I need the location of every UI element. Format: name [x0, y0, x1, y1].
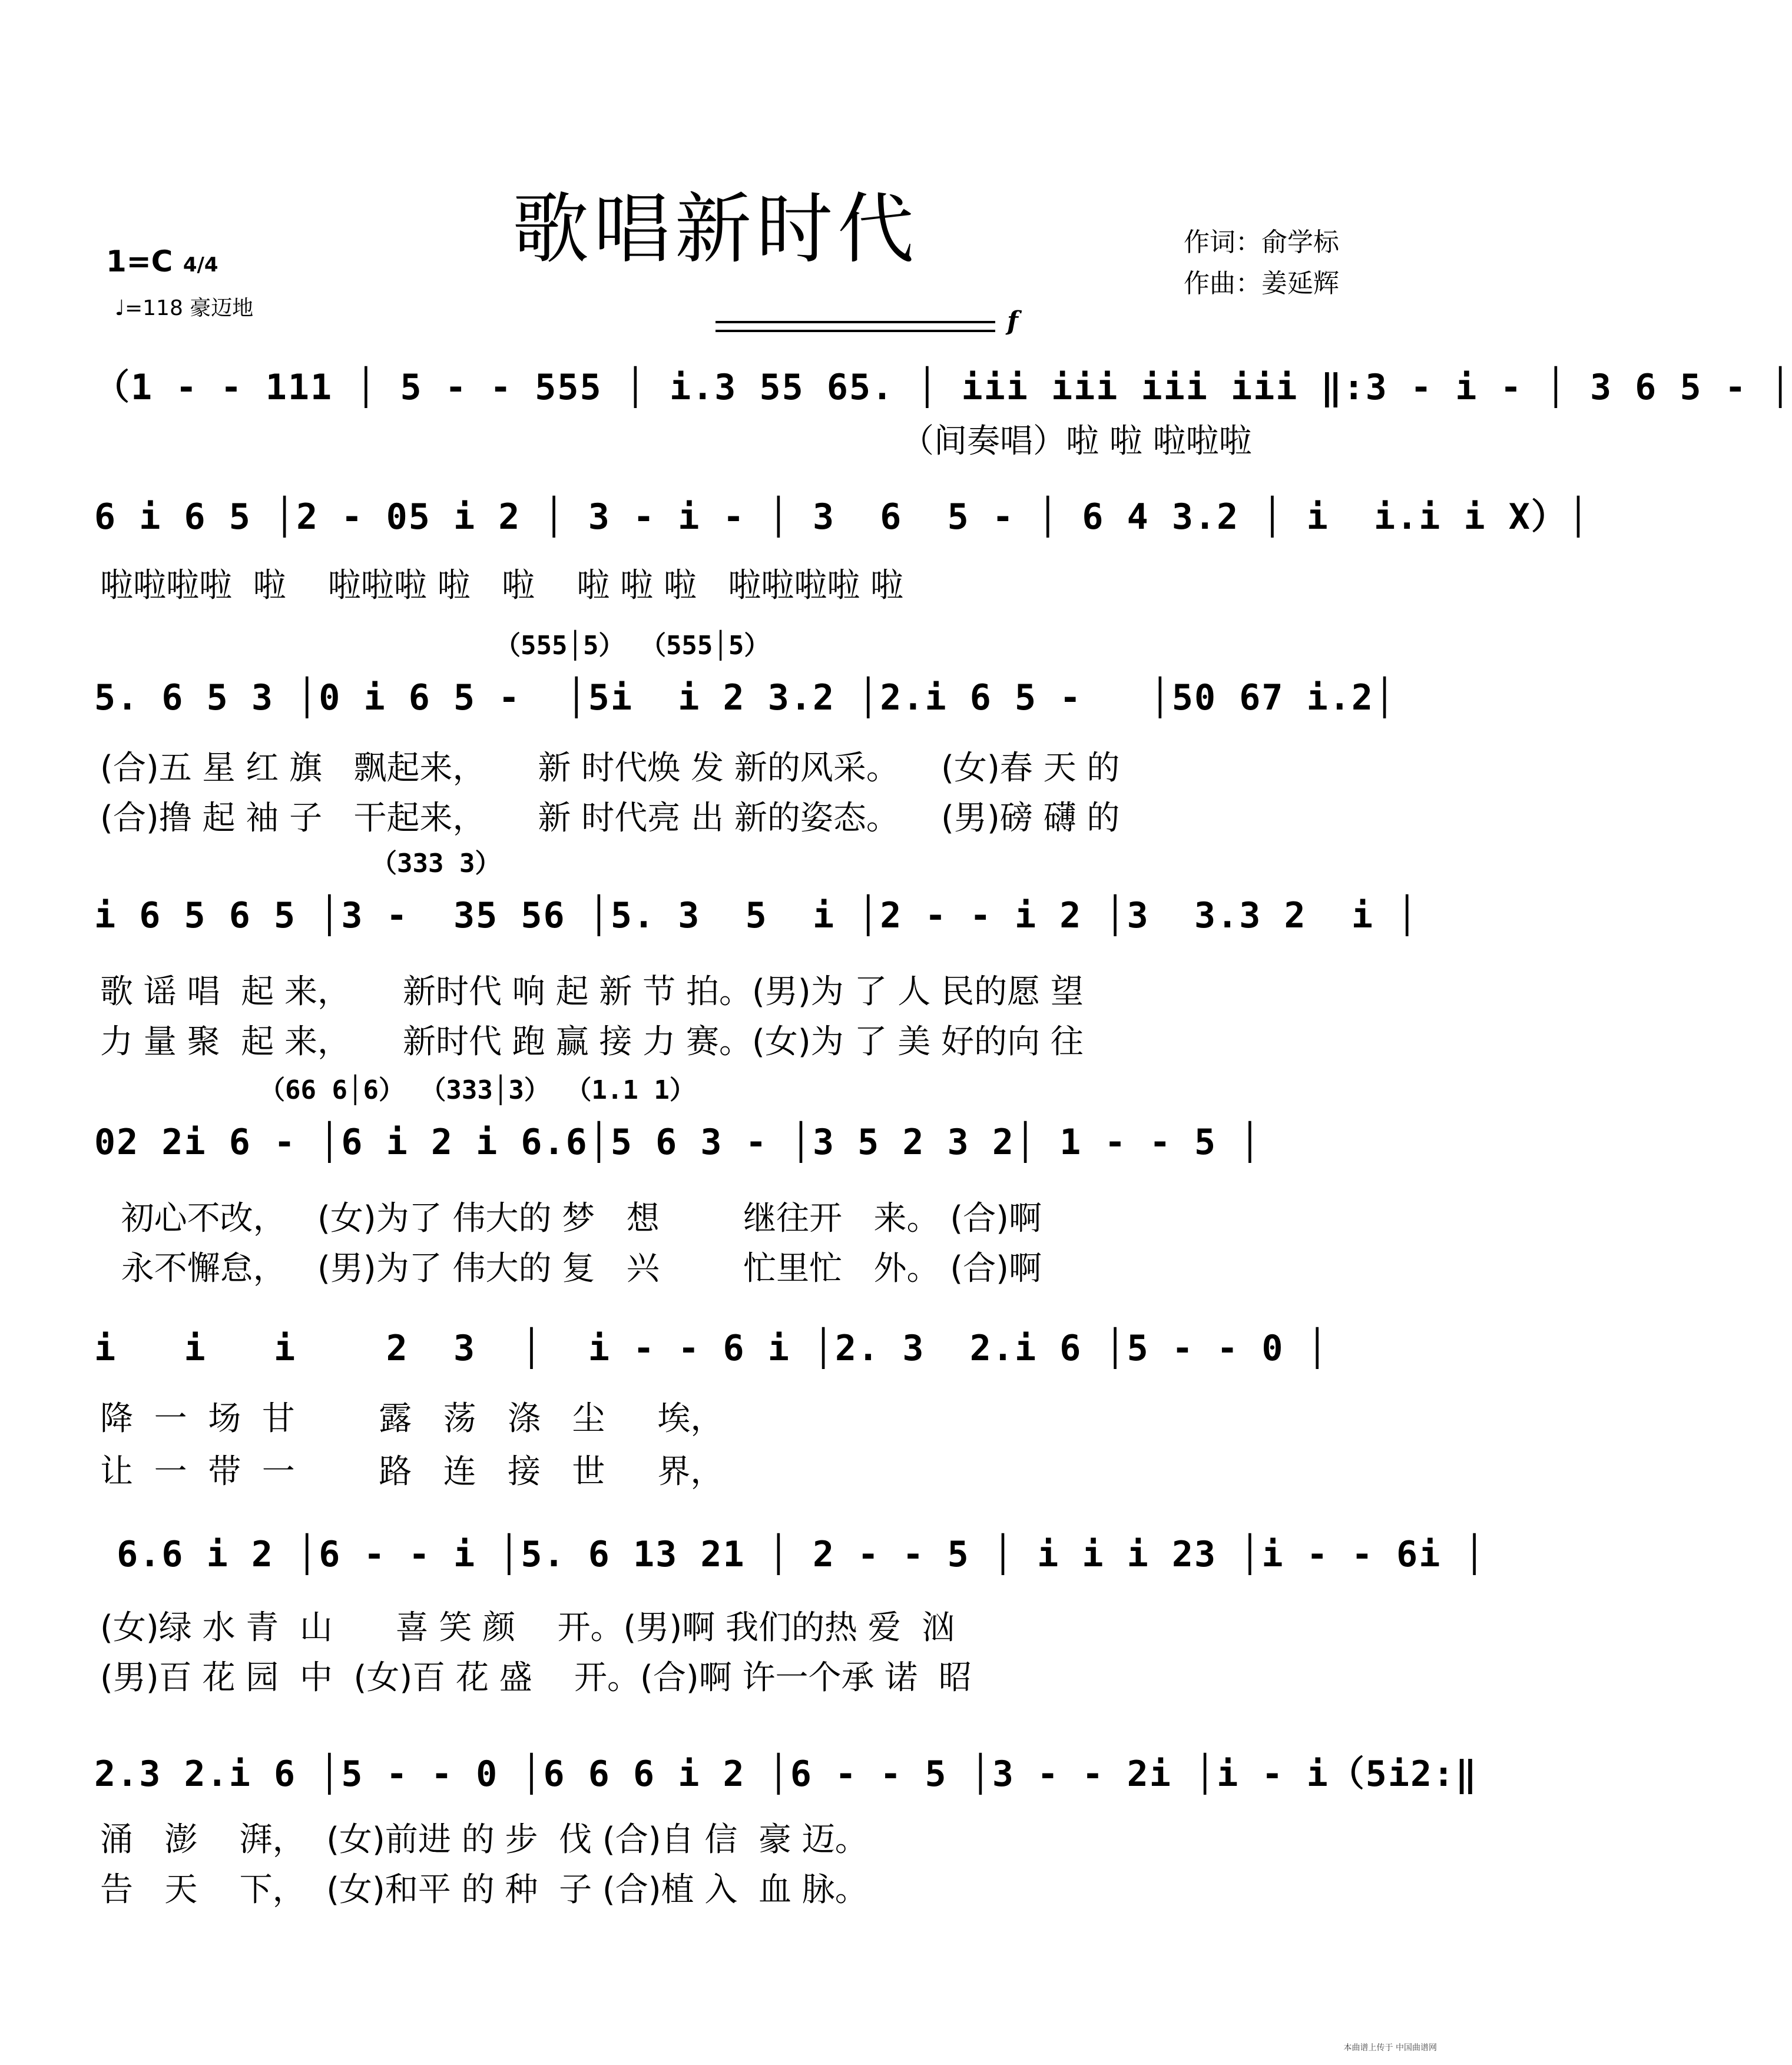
lyrics-line-3b: (合)撸 起 袖 子 干起来， 新 时代亮 出 新的姿态。 (男)磅 礴 的 [100, 799, 1120, 837]
key-label: 1=C [106, 244, 173, 279]
lyrics-line-7a: (女)绿 水 青 山 喜 笑 颜 开。(男)啊 我们的热 爱 汹 [100, 1609, 955, 1647]
lyrics-line-4b: 力 量 聚 起 来， 新时代 跑 赢 接 力 赛。(女)为 了 美 好的向 往 [100, 1023, 1084, 1061]
lyrics-line-6b: 让 一 带 一 路 连 接 世 界， [100, 1453, 724, 1491]
notation-line-2: 6 i 6 5 │2 - 05 i 2 │ 3 - i - │ 3 6 5 - │ 6 4 3.2 │ i i.i i X）│ [94, 496, 1590, 538]
lyrics-line-3a: (合)五 星 红 旗 飘起来， 新 时代焕 发 新的风采。 (女)春 天 的 [100, 749, 1120, 787]
notation-line-7: 6.6 i 2 │6 - - i │5. 6 13 21 │ 2 - - 5 │ i i i 23 │i - - 6i │ [94, 1534, 1486, 1575]
lyrics-line-5b: 永不懈怠， (男)为了 伟大的 复 兴 忙里忙 外。 (合)啊 [100, 1249, 1042, 1288]
notation-line-5: 02 2i 6 - │6 i 2 i 6.6│5 6 3 - │3 5 2 3 2│ 1 - - 5 │ [94, 1122, 1262, 1163]
time-signature: 4/4 [183, 253, 218, 277]
lyrics-line-2a: 啦啦啦啦 啦 啦啦啦 啦 啦 啦 啦 啦 啦啦啦啦 啦 [100, 566, 904, 605]
dynamic-marking: f [1007, 306, 1018, 336]
score-title: 歌唱新时代 [512, 184, 919, 274]
notation-line-3: 5. 6 5 3 │0 i 6 5 - │5i i 2 3.2 │2.i 6 5 - │50 67 i.2│ [94, 677, 1397, 718]
lyrics-line-8a: 涌 澎 湃， (女)前进 的 步 伐 (合)自 信 豪 迈。 [100, 1821, 868, 1859]
lyricist-credit: 作词：俞学标 [1184, 227, 1339, 257]
bracket-notes-5: （66 6│6） （333│3） （1.1 1） [259, 1075, 695, 1105]
tempo-marking: ♩=118 豪迈地 [115, 296, 254, 320]
notation-line-6: i i i 2 3 │ i - - 6 i │2. 3 2.i 6 │5 - - 0 │ [94, 1328, 1329, 1369]
lyrics-line-8b: 告 天 下， (女)和平 的 种 子 (合)植 入 血 脉。 [100, 1871, 868, 1909]
notation-line-1: （1 - - 111 │ 5 - - 555 │ i.3 55 65. │ iii iii iii iii ‖:3 - i - │ 3 6 5 - │ [94, 367, 1792, 408]
notation-line-8: 2.3 2.i 6 │5 - - 0 │6 6 6 i 2 │6 - - 5 │3 - - 2i │i - i（5i2:‖ [94, 1754, 1478, 1795]
lyrics-line-4a: 歌 谣 唱 起 来， 新时代 响 起 新 节 拍。(男)为 了 人 民的愿 望 [100, 973, 1084, 1011]
interlude-lyrics: （间奏唱）啦 啦 啦啦啦 [901, 422, 1252, 460]
crescendo-line [716, 321, 995, 323]
notation-line-4: i 6 5 6 5 │3 - 35 56 │5. 3 5 i │2 - - i 2 │3 3.3 2 i │ [94, 895, 1419, 936]
key-signature [106, 244, 218, 279]
lyrics-line-5a: 初心不改， (女)为了 伟大的 梦 想 继往开 来。 (合)啊 [100, 1199, 1042, 1238]
bracket-notes-4: （333 3） [371, 848, 501, 879]
crescendo-line-lower [716, 330, 995, 332]
bracket-notes-3: （555│5） （555│5） [495, 631, 770, 661]
lyrics-line-7b: (男)百 花 园 中 (女)百 花 盛 开。(合)啊 许一个承 诺 昭 [100, 1659, 972, 1697]
footer-watermark: 本曲谱上传于 中国曲谱网 [1343, 2043, 1437, 2053]
lyrics-line-6a: 降 一 场 甘 露 荡 涤 尘 埃， [100, 1400, 724, 1438]
composer-credit: 作曲：姜延辉 [1184, 269, 1339, 299]
